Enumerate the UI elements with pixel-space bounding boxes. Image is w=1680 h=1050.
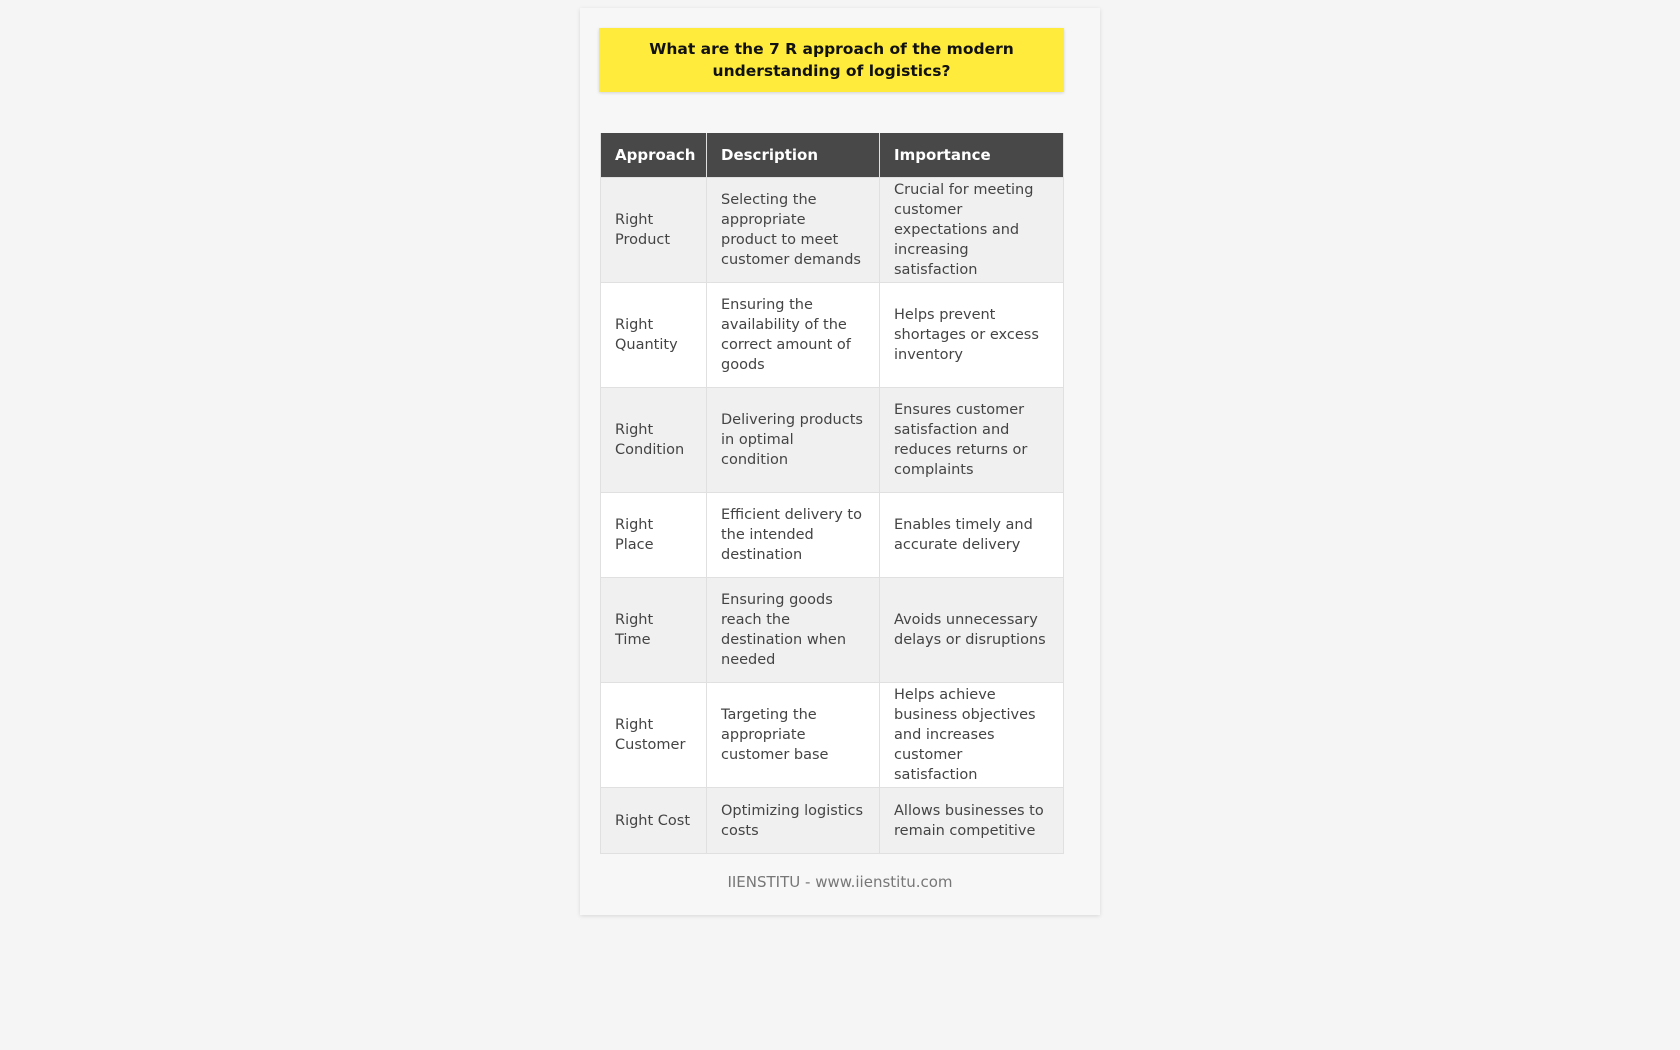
- cell-importance: Avoids unnecessary delays or disruptions: [880, 578, 1064, 683]
- header-approach: Approach: [601, 133, 707, 178]
- header-description: Description: [707, 133, 880, 178]
- cell-importance: Ensures customer satisfaction and reduces returns or complaints: [880, 388, 1064, 493]
- cell-description: Optimizing logistics costs: [707, 788, 880, 854]
- cell-importance: Helps prevent shortages or excess inventory: [880, 283, 1064, 388]
- cell-approach: Right Quantity: [601, 283, 707, 388]
- seven-r-table: [600, 133, 1064, 854]
- cell-description: Ensuring goods reach the destination when needed: [707, 578, 880, 683]
- cell-importance: Crucial for meeting customer expectations and increasing satisfaction: [880, 178, 1064, 283]
- cell-importance: Allows businesses to remain competitive: [880, 788, 1064, 854]
- footer-credit: IIENSTITU - www.iienstitu.com: [727, 873, 953, 891]
- table-header-row: [601, 133, 1064, 178]
- content-card: [580, 8, 1100, 915]
- table-row: [601, 493, 1064, 578]
- table-row: [601, 178, 1064, 283]
- cell-importance: Enables timely and accurate delivery: [880, 493, 1064, 578]
- table-row: [601, 283, 1064, 388]
- page-title: What are the 7 R approach of the modern understanding of logistics?: [599, 28, 1064, 92]
- cell-approach: Right Time: [601, 578, 707, 683]
- table-row: [601, 388, 1064, 493]
- cell-approach: Right Condition: [601, 388, 707, 493]
- cell-description: Targeting the appropriate customer base: [707, 683, 880, 788]
- table-row: [601, 788, 1064, 854]
- cell-approach: Right Place: [601, 493, 707, 578]
- cell-approach: Right Product: [601, 178, 707, 283]
- cell-description: Efficient delivery to the intended destination: [707, 493, 880, 578]
- cell-approach: Right Customer: [601, 683, 707, 788]
- header-importance: Importance: [880, 133, 1064, 178]
- cell-approach: Right Cost: [601, 788, 707, 854]
- cell-description: Ensuring the availability of the correct amount of goods: [707, 283, 880, 388]
- table-row: [601, 683, 1064, 788]
- table-row: [601, 578, 1064, 683]
- cell-description: Delivering products in optimal condition: [707, 388, 880, 493]
- cell-importance: Helps achieve business objectives and increases customer satisfaction: [880, 683, 1064, 788]
- cell-description: Selecting the appropriate product to meet customer demands: [707, 178, 880, 283]
